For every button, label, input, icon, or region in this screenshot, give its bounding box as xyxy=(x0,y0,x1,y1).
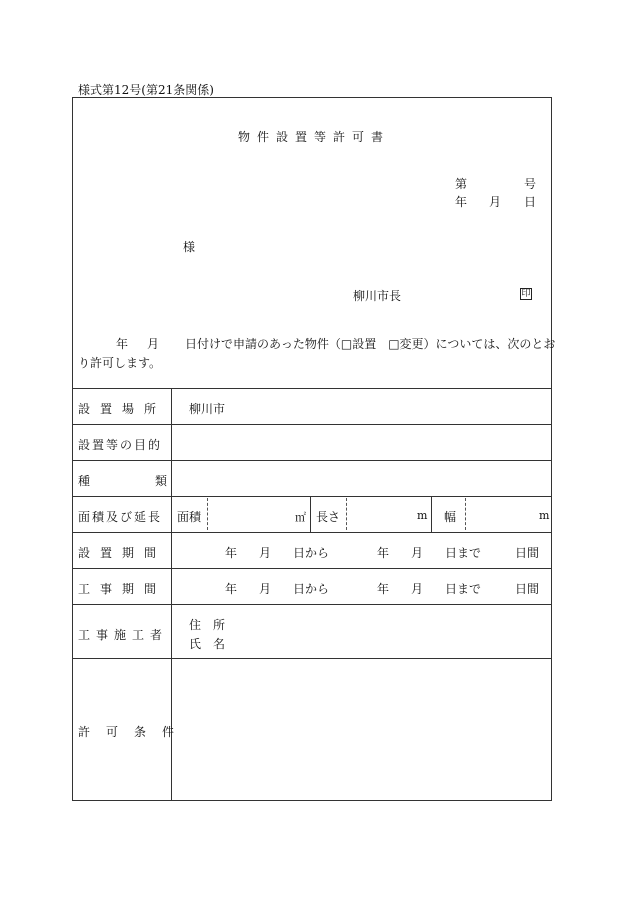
location-label: 設置場所 xyxy=(78,402,167,416)
header-nen: 年 xyxy=(455,195,468,209)
area-label: 面積 xyxy=(177,510,202,524)
conditions-label: 許可条件 xyxy=(78,725,191,739)
area-dash-1 xyxy=(207,498,208,530)
area-dash-2 xyxy=(346,498,347,530)
row-line-7 xyxy=(72,658,552,659)
period-tsuki1: 月 xyxy=(259,546,272,560)
work-period-nichikan: 日間 xyxy=(515,582,540,596)
header-hi: 日 xyxy=(524,195,537,209)
form-number: 様式第12号(第21条関係) xyxy=(78,83,214,97)
width-unit: m xyxy=(539,509,550,522)
period-nen1: 年 xyxy=(225,546,238,560)
work-period-tsuki1: 月 xyxy=(259,582,272,596)
work-period-nen1: 年 xyxy=(225,582,238,596)
period-label: 設置期間 xyxy=(78,546,167,560)
period-nichikan: 日間 xyxy=(515,546,540,560)
seal-mark: 印 xyxy=(521,289,531,299)
body-nen: 年 xyxy=(116,337,129,351)
body-line2: り許可します。 xyxy=(78,356,162,370)
area-dash-3 xyxy=(465,498,466,530)
contractor-name: 氏 名 xyxy=(189,637,226,651)
period-nen2: 年 xyxy=(377,546,390,560)
period-hi-kara: 日から xyxy=(293,546,330,560)
contractor-address: 住 所 xyxy=(189,618,226,632)
form-title: 物件設置等許可書 xyxy=(238,130,391,144)
area-length-label: 面積及び延長 xyxy=(78,510,163,524)
area-unit: ㎡ xyxy=(295,511,306,524)
issuer-name: 柳川市長 xyxy=(353,289,402,303)
work-period-hi-kara: 日から xyxy=(293,582,330,596)
header-go: 号 xyxy=(524,177,537,191)
kind-label-b: 類 xyxy=(155,474,168,488)
work-period-label: 工事期間 xyxy=(78,582,167,596)
period-tsuki2: 月 xyxy=(411,546,424,560)
period-hi-made: 日まで xyxy=(445,546,482,560)
addressee-sama: 様 xyxy=(183,240,196,254)
length-label: 長さ xyxy=(316,510,341,524)
contractor-label: 工事施工者 xyxy=(78,628,169,642)
work-period-hi-made: 日まで xyxy=(445,582,482,596)
table-top-line xyxy=(72,388,552,389)
row-line-4 xyxy=(72,532,552,533)
work-period-nen2: 年 xyxy=(377,582,390,596)
body-line1: 日付けで申請のあった物件（□設置 □変更）については、次のとお xyxy=(185,337,556,351)
header-tsuki: 月 xyxy=(489,195,502,209)
length-unit: m xyxy=(417,509,428,522)
width-label: 幅 xyxy=(444,510,457,524)
row-line-2 xyxy=(72,460,552,461)
row-line-6 xyxy=(72,604,552,605)
header-dai: 第 xyxy=(455,177,468,191)
body-tsuki: 月 xyxy=(147,337,160,351)
work-period-tsuki2: 月 xyxy=(411,582,424,596)
area-divider-1 xyxy=(310,496,311,532)
row-line-3 xyxy=(72,496,552,497)
area-divider-2 xyxy=(431,496,432,532)
row-line-1 xyxy=(72,424,552,425)
kind-label-a: 種 xyxy=(78,474,91,488)
location-value: 柳川市 xyxy=(189,402,226,416)
row-line-5 xyxy=(72,568,552,569)
purpose-label: 設置等の目的 xyxy=(78,438,163,452)
